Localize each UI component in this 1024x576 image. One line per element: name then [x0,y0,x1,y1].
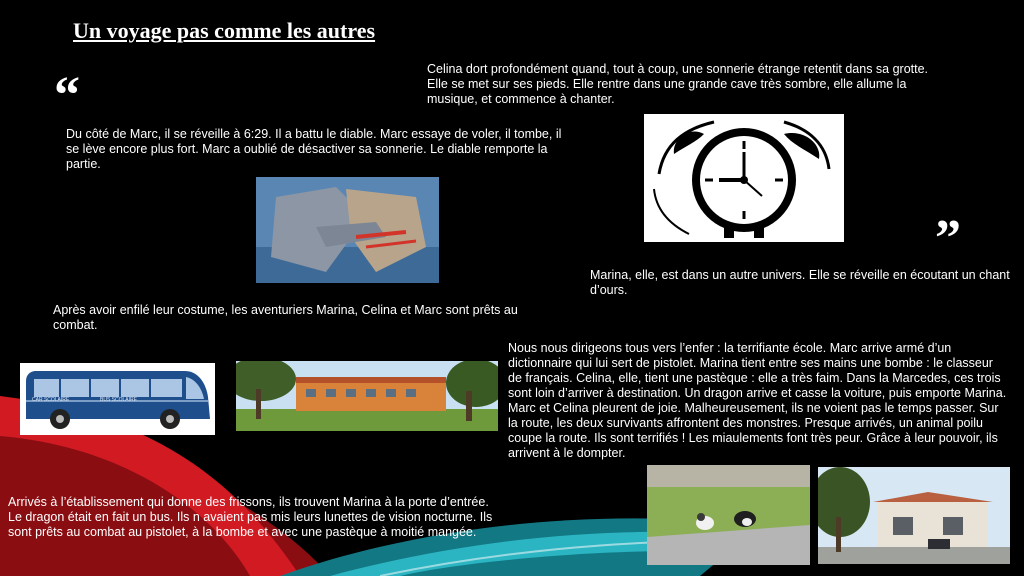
close-quote-mark: ” [935,210,961,267]
paragraph-marina-wakes: Marina, elle, est dans un autre univers. Elle se réveille en écoutant un chant d’ours. [590,268,1010,297]
paragraph-celina-wakes: Celina dort profondément quand, tout à coup, une sonnerie étrange retentit dans sa grotte. Elle se met sur ses pieds. Elle rentre dans une grande cave très sombre, elle allume la musique, et commence à chanter. [427,62,929,106]
bus-label-right: BUS SCOLAIRE [100,397,137,403]
costume-photo [256,177,439,283]
cats-photo [647,465,810,565]
paragraph-marc-wakes: Du côté de Marc, il se réveille à 6:29. Il a battu le diable. Marc essaye de voler, il tombe, il se lève encore plus fort. Marc a oublié de désactiver sa sonnerie. Le diable remporte la partie. [66,127,562,171]
alarm-clock-image [644,114,844,242]
paragraph-costumes: Après avoir enfilé leur costume, les aventuriers Marina, Celina et Marc sont prêts au combat. [53,303,518,332]
paragraph-journey: Nous nous dirigeons tous vers l’enfer : la terrifiante école. Marc arrive armé d’un dictionnaire qui lui sert de pistolet. Marina tient entre ses mains une bombe : le classeur de français. Celina, elle, tient une pastèque : elle a très faim. Dans la Marcedes, ces trois sont loin d’arriver à destination. Un dragon arrive et casse la voiture, puis emporte Marina. Marc et Celina pleurent de joie. Malheureusement, ils ne voient pas le temps passer. Sur la route, les deux survivants affrontent des monstres. Presque arrivés, un animal poilu coupe la route. Ils sont terrifiés ! Les miaulements font très peur. Grâce à leur pouvoir, ils arrivent à le dompter. [508,341,1007,460]
school-bus-image [20,363,215,435]
school-building-photo [236,361,498,431]
school-entrance-photo [818,467,1010,564]
open-quote-mark: “ [54,67,80,124]
slide-title: Un voyage pas comme les autres [73,18,376,43]
bus-label-left: CAR SCOLAIRE [32,397,70,403]
paragraph-arrival: Arrivés à l’établissement qui donne des frissons, ils trouvent Marina à la porte d’entrée. Le dragon était en fait un bus. Ils n avaient pas mis leurs lunettes de vision nocturne. Ils sont prêts au combat au pistolet, à la bombe et avec une pastèque à moitié mangée. [8,495,493,539]
